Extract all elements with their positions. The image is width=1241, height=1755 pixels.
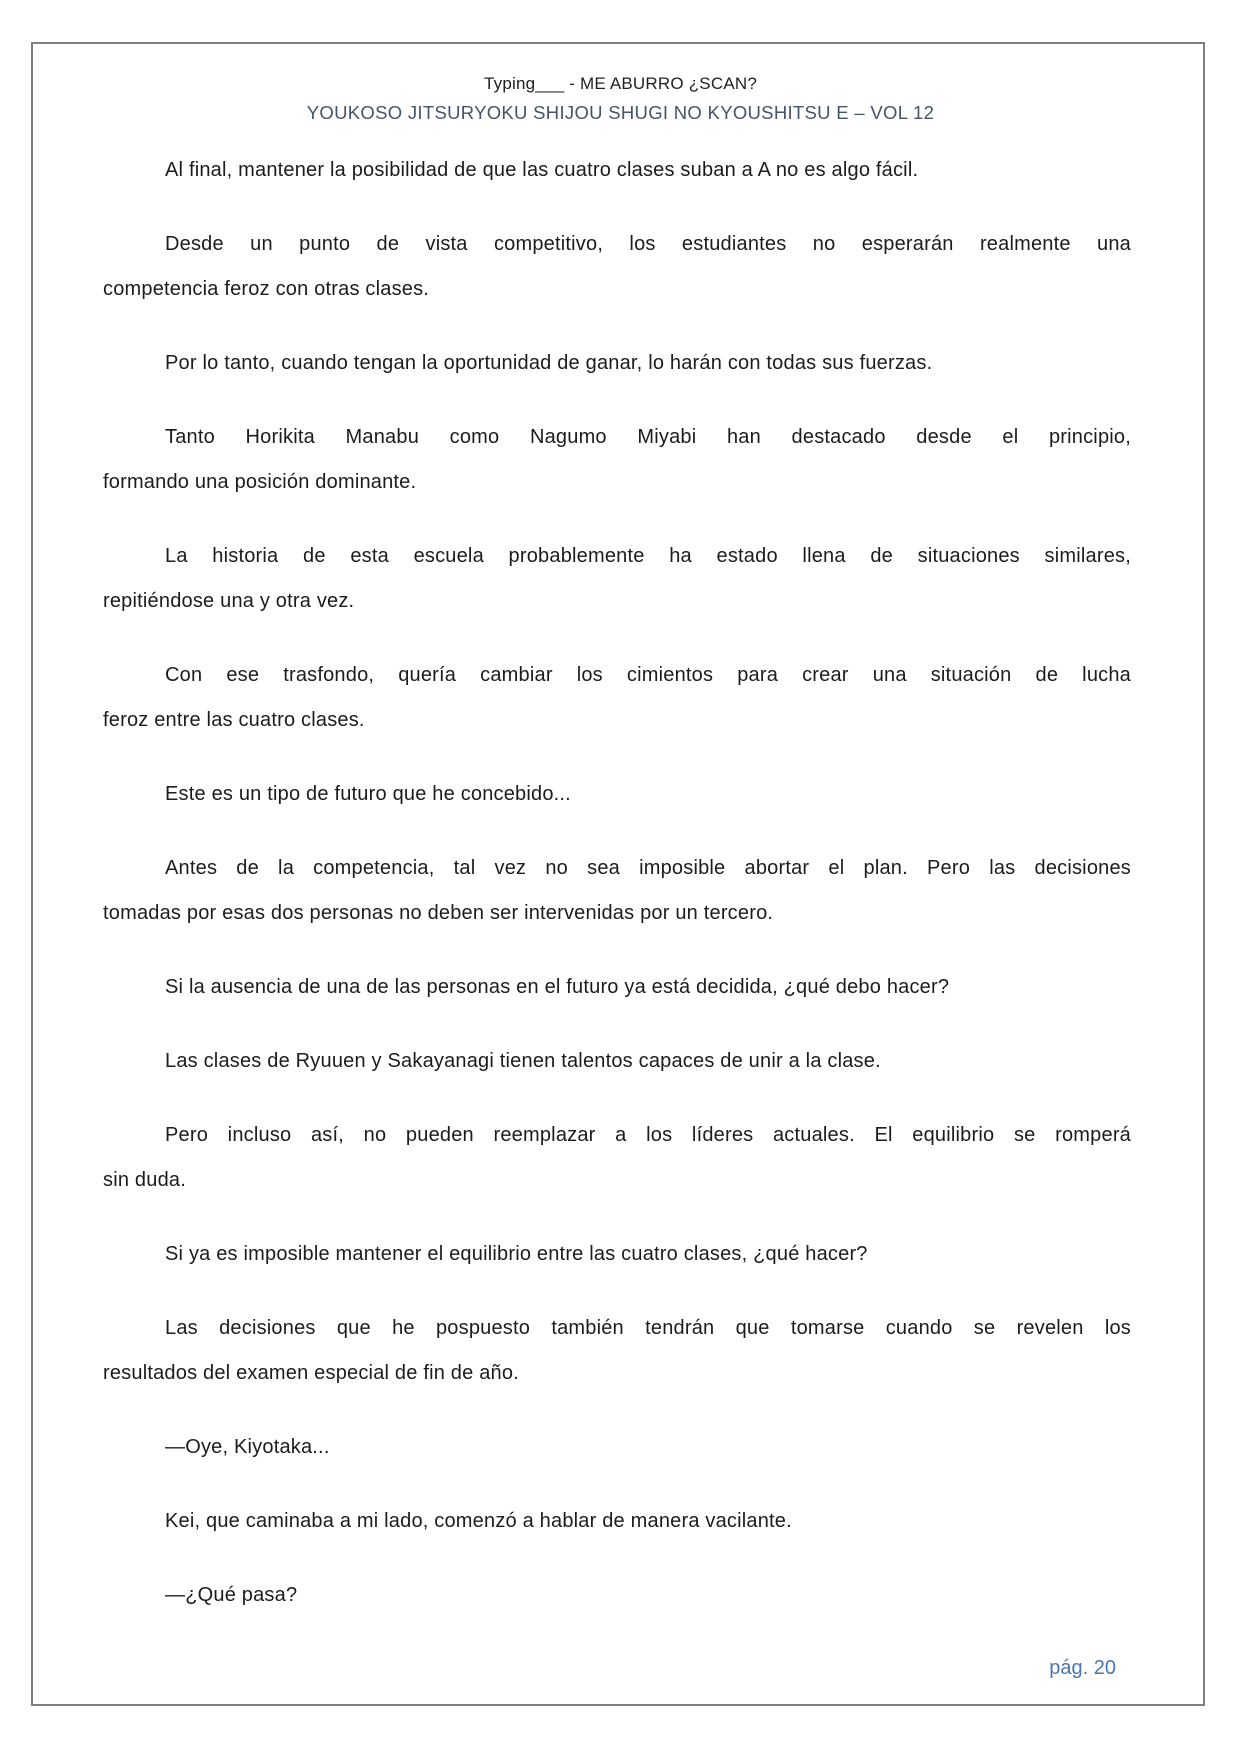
text-line: Tanto Horikita Manabu como Nagumo Miyabi han destacado desde el principio, [165, 426, 1131, 448]
text-line: —¿Qué pasa? [165, 1584, 298, 1606]
header-typing-line: Typing___ - ME ABURRO ¿SCAN? [484, 74, 757, 93]
body-paragraph [103, 341, 1131, 386]
text-line: Con ese trasfondo, quería cambiar los cimientos para crear una situación de lucha [165, 664, 1131, 686]
body-paragraph [103, 1232, 1131, 1277]
body-paragraph [103, 1499, 1131, 1544]
body-paragraph [103, 1573, 1131, 1618]
body-paragraph [103, 415, 1131, 505]
body-paragraph [103, 534, 1131, 624]
text-line: resultados del examen especial de fin de año. [103, 1362, 519, 1384]
body-paragraph [103, 1306, 1131, 1396]
text-line: sin duda. [103, 1169, 186, 1191]
text-line: Las clases de Ryuuen y Sakayanagi tienen talentos capaces de unir a la clase. [165, 1050, 881, 1072]
body-paragraph [103, 1039, 1131, 1084]
text-line: competencia feroz con otras clases. [103, 278, 430, 300]
text-line: Si la ausencia de una de las personas en el futuro ya está decidida, ¿qué debo hacer? [165, 976, 950, 998]
body-paragraph [103, 965, 1131, 1010]
text-line: —Oye, Kiyotaka... [165, 1436, 330, 1458]
text-line: formando una posición dominante. [103, 471, 417, 493]
header-volume-title: YOUKOSO JITSURYOKU SHIJOU SHUGI NO KYOUSHITSU E – VOL 12 [306, 102, 935, 123]
text-line: repitiéndose una y otra vez. [103, 590, 355, 612]
page-number: pág. 20 [1049, 1657, 1116, 1679]
body-paragraph [103, 222, 1131, 312]
text-line: Si ya es imposible mantener el equilibrio entre las cuatro clases, ¿qué hacer? [165, 1243, 868, 1265]
body-paragraph [103, 1113, 1131, 1203]
body-paragraph [103, 148, 1131, 193]
text-line: Por lo tanto, cuando tengan la oportunidad de ganar, lo harán con todas sus fuerzas. [165, 352, 933, 374]
body-paragraph [103, 772, 1131, 817]
document-body [103, 148, 1131, 1647]
text-line: tomadas por esas dos personas no deben ser intervenidas por un tercero. [103, 902, 774, 924]
text-line: Desde un punto de vista competitivo, los estudiantes no esperarán realmente una [165, 233, 1131, 255]
text-line: Pero incluso así, no pueden reemplazar a los líderes actuales. El equilibrio se romperá [165, 1124, 1131, 1146]
text-line: Antes de la competencia, tal vez no sea imposible abortar el plan. Pero las decisiones [165, 857, 1131, 879]
body-paragraph [103, 1425, 1131, 1470]
text-line: Kei, que caminaba a mi lado, comenzó a hablar de manera vacilante. [165, 1510, 792, 1532]
body-paragraph [103, 846, 1131, 936]
text-line: La historia de esta escuela probablemente ha estado llena de situaciones similares, [165, 545, 1131, 567]
text-line: feroz entre las cuatro clases. [103, 709, 365, 731]
text-line: Las decisiones que he pospuesto también tendrán que tomarse cuando se revelen los [165, 1317, 1131, 1339]
text-line: Este es un tipo de futuro que he concebido... [165, 783, 571, 805]
body-paragraph [103, 653, 1131, 743]
text-line: Al final, mantener la posibilidad de que las cuatro clases suban a A no es algo fácil. [165, 159, 919, 181]
page-header [0, 71, 1241, 129]
